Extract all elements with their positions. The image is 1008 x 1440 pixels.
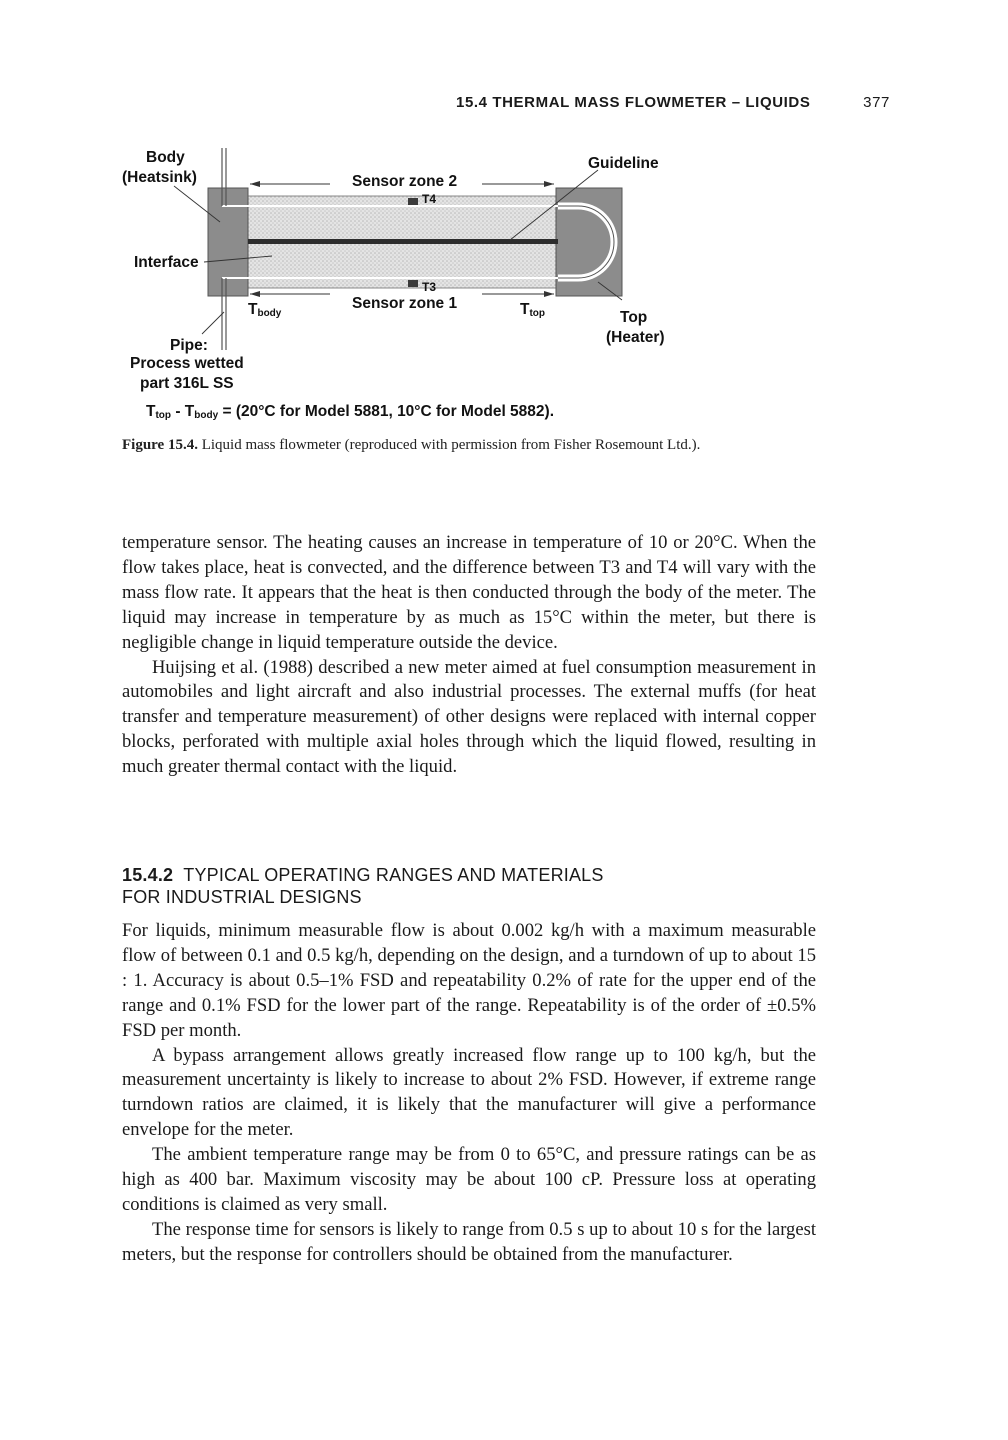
section-title-line2: FOR INDUSTRIAL DESIGNS [122, 887, 362, 907]
label-guideline: Guideline [588, 155, 659, 172]
paragraph: A bypass arrangement allows greatly increased flow range up to 100 kg/h, but the measurement uncertainty is likely to increase to about 2% FSD. However, if extreme range turndown ratios are claimed, it is likely that the manufacturer will give a performance envelope for the meter. [122, 1044, 816, 1141]
paragraph: For liquids, minimum measurable flow is about 0.002 kg/h with a maximum measurable flow of between 0.1 and 0.5 kg/h, depending on the design, and a turndown of up to about 15 : 1. Accuracy is about 0.5–1% FSD and repeatability 0.2% of rate for the upper end of the range and 0.1% FSD for the lower part of the range. Repeatability is of the order of ±0.5% FSD per month. [122, 920, 816, 1041]
label-body: Body [146, 149, 185, 166]
section-title-line1: TYPICAL OPERATING RANGES AND MATERIALS [183, 865, 604, 885]
sensor-t4 [408, 198, 418, 205]
label-top: Top [620, 309, 648, 326]
flowmeter-figure [122, 140, 702, 430]
figure-equation: $T_{top} - T_{body} = (20^\circ C$ for Model 5881, 10°C for Model 5882). [146, 403, 555, 421]
page-number: 377 [863, 94, 890, 111]
label-heatsink: (Heatsink) [122, 169, 197, 186]
label-sensor-zone-2: Sensor zone 2 [352, 173, 458, 190]
label-interface: Interface [134, 254, 199, 271]
label-part: part 316L SS [140, 375, 234, 392]
body-block-left [208, 188, 248, 296]
section-heading [122, 864, 816, 908]
section-number: 15.4.2 [122, 865, 174, 885]
running-title: 15.4 THERMAL MASS FLOWMETER – LIQUIDS [456, 94, 811, 111]
paragraph: temperature sensor. The heating causes an increase in temperature of 10 or 20°C. When the flow takes place, heat is convected, and the difference between T3 and T4 will vary with the mass flow rate. It appears that the heat is then conducted through the body of the meter. The liquid may increase in temperature by as much as 15°C within the meter, but there is negligible change in liquid temperature outside the device. [122, 532, 816, 653]
running-header [122, 94, 890, 116]
body-text-bottom [122, 919, 816, 1268]
label-ttop: $T_{top}$ [520, 301, 546, 319]
body-text-top [122, 531, 816, 780]
label-tbody: $T_{body}$ [248, 301, 282, 319]
paragraph: The response time for sensors is likely to range from 0.5 s up to about 10 s for the largest meters, but the response for controllers should be obtained from the manufacturer. [122, 1218, 816, 1265]
figure-caption [122, 436, 722, 455]
label-sensor-zone-1: Sensor zone 1 [352, 295, 458, 312]
label-t4: T4 [422, 192, 437, 206]
centre-wall [248, 239, 558, 244]
sensor-t3 [408, 280, 418, 287]
label-t3: T3 [422, 280, 437, 294]
label-pipe: Pipe: [170, 337, 208, 354]
caption-number: Figure 15.4. [122, 437, 198, 453]
paragraph: Huijsing et al. (1988) described a new meter aimed at fuel consumption measurement in automobiles and light aircraft and also industrial processes. The external muffs (for heat transfer and temperature measurement) of other designs were replaced with internal copper blocks, perforated with multiple axial holes through which the liquid flowed, resulting in much greater thermal contact with the liquid. [122, 656, 816, 778]
caption-text: Liquid mass flowmeter (reproduced with permission from Fisher Rosemount Ltd.). [197, 437, 701, 453]
label-heater: (Heater) [606, 329, 665, 346]
label-process-wetted: Process wetted [130, 355, 244, 372]
paragraph: The ambient temperature range may be from 0 to 65°C, and pressure ratings can be as high as 400 bar. Maximum viscosity may be about 100 cP. Pressure loss at operating conditions is claimed as very small. [122, 1144, 816, 1215]
